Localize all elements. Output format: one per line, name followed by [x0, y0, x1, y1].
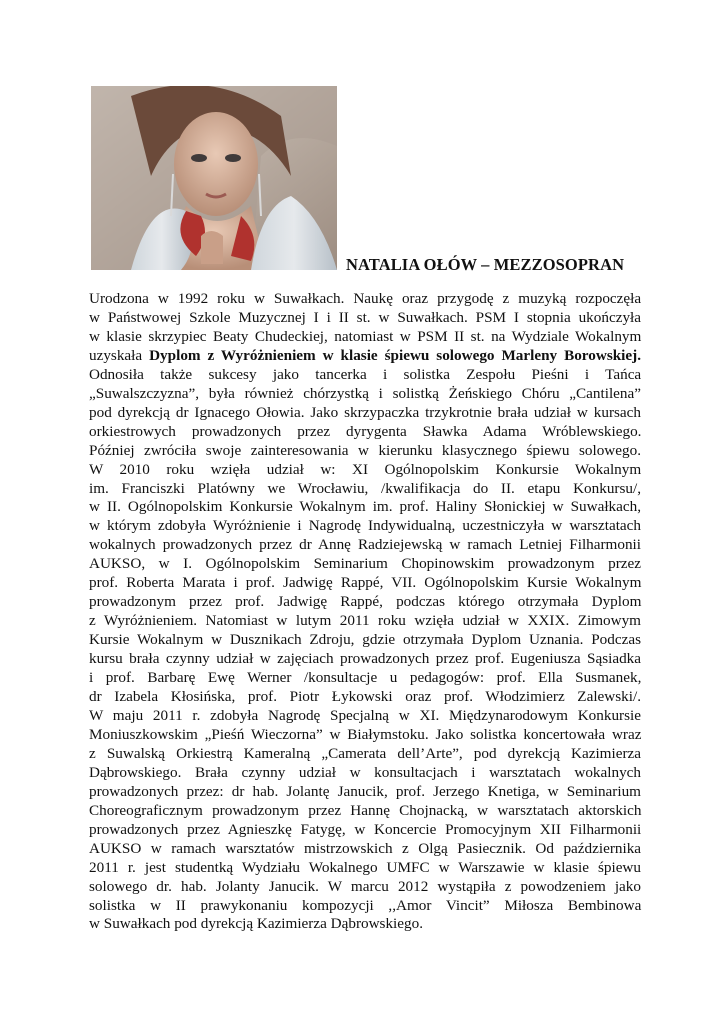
bio-line: w II. Ogólnopolskim Konkursie Wokalnym im. prof. Haliny Słonickiej w Suwałkach, [89, 498, 641, 516]
bio-line: prowadzonych przez Agnieszkę Fatygę, w Koncercie Promocyjnym XII Filharmonii [89, 820, 642, 838]
page-title: NATALIA OŁÓW – MEZZOSOPRAN [346, 255, 625, 274]
bio-line: Urodzona w 1992 roku w Suwałkach. Naukę oraz przygodę z muzyką rozpoczęła [89, 290, 642, 307]
bio-line: w klasie skrzypiec Beaty Chudeckiej, natomiast w PSM II st. na Wydziale Wokalnym [89, 327, 642, 345]
bio-line: prowadzonych przez: dr hab. Jolantę Janucik, prof. Jerzego Knetiga, w Seminarium [89, 782, 641, 800]
bio-line: solistka w II prawykonaniu kompozycji ,,Amor Vincit” Miłosza Bembinowa [89, 896, 642, 914]
bio-line: „Suwalszczyzna”, była również chórzystką i solistką Żeńskiego Chóru „Cantilena” [89, 384, 641, 402]
bio-line: Choreograficznym prowadzonym przez Hannę Chojnacką, w warsztatach aktorskich [89, 801, 642, 819]
bio-line: prowadzonym przez prof. Jadwigę Rappé, podczas którego otrzymała Dyplom [89, 593, 642, 611]
bio-line-last: w Suwałkach pod dyrekcją Kazimierza Dąbrowskiego. [89, 915, 424, 933]
diploma-highlight: Dyplom z Wyróżnieniem w klasie śpiewu solowego Marleny Borowskiej. [149, 346, 641, 364]
bio-line: orkiestrowych prowadzonych przez dyrygenta Sławka Adama Wróblewskiego. [89, 422, 642, 440]
bio-line: AUKSO, w I. Ogólnopolskim Seminarium Chopinowskim prowadzonym przez [89, 555, 641, 573]
bio-line-prefix: uzyskała [89, 346, 150, 364]
bio-line: Moniuszkowskim „Pieśń Wieczorna” w Białymstoku. Jako solistka koncertowała wraz [89, 725, 642, 743]
bio-line: z Wyróżnieniem. Natomiast w lutym 2011 roku wzięła udział w XXIX. Zimowym [89, 612, 641, 630]
bio-line: z Suwalską Orkiestrą Kameralną „Camerata dell’Arte”, pod dyrekcją Kazimierza [89, 744, 641, 762]
portrait-image [91, 86, 337, 270]
bio-line-bold [89, 347, 641, 366]
bio-line: Odnosiła także sukcesy jako tancerka i solistka Zespołu Pieśni i Tańca [89, 365, 642, 383]
bio-line: W maju 2011 r. zdobyła Nagrodę Specjalną w XI. Międzynarodowym Konkursie [89, 706, 641, 724]
bio-line: w Państwowej Szkole Muzycznej I i II st. w Suwałkach. PSM I stopnia ukończyła [89, 308, 641, 326]
bio-line: i prof. Barbarę Ewę Werner /konsultacje u pedagogów: prof. Ella Susmanek, [89, 669, 642, 687]
portrait-photo [91, 86, 337, 270]
bio-line: AUKSO w ramach warsztatów mistrzowskich z Olgą Pasiecznik. Od października [89, 839, 642, 857]
bio-line: w którym zdobyła Wyróżnienie i Nagrodę Indywidualną, uczestniczyła w warsztatach [89, 517, 641, 535]
bio-line: Dąbrowskiego. Brała czynny udział w konsultacjach i warsztatach wokalnych [89, 763, 641, 781]
bio-line: solowego dr. hab. Jolanty Janucik. W marcu 2012 wystąpiła z powodzeniem jako [89, 877, 641, 895]
bio-line: W 2010 roku wzięła udział w: XI Ogólnopolskim Konkursie Wokalnym [89, 460, 642, 478]
bio-line: 2011 r. jest studentką Wydziału Wokalnego UMFC w Warszawie w klasie śpiewu [89, 858, 641, 876]
bio-line: prof. Roberta Marata i prof. Jadwigę Rappé, VII. Ogólnopolskim Kursie Wokalnym [89, 574, 642, 592]
bio-line: Później zwróciła swoje zainteresowania w kierunku klasycznego śpiewu solowego. [89, 441, 641, 459]
bio-line: pod dyrekcją dr Ignacego Ołowia. Jako skrzypaczka trzykrotnie brała udział w kursach [89, 403, 641, 421]
bio-line: dr Izabela Kłosińska, prof. Piotr Łykowski oraz prof. Włodzimierz Zalewski/. [89, 688, 641, 706]
bio-line: wokalnych prowadzonych przez dr Annę Radziejewską w ramach Letniej Filharmonii [89, 536, 641, 554]
bio-line: im. Franciszki Platówny we Wrocławiu, /kwalifikacja do II. etapu Konkursu/, [89, 479, 641, 497]
bio-line: Kursie Wokalnym w Dusznikach Zdroju, gdzie otrzymała Dyplom Uznania. Podczas [89, 631, 642, 649]
biography-text [89, 290, 641, 934]
bio-line: kursu brała czynny udział w zajęciach prowadzonych przez prof. Eugeniusza Sąsiadka [89, 650, 641, 668]
